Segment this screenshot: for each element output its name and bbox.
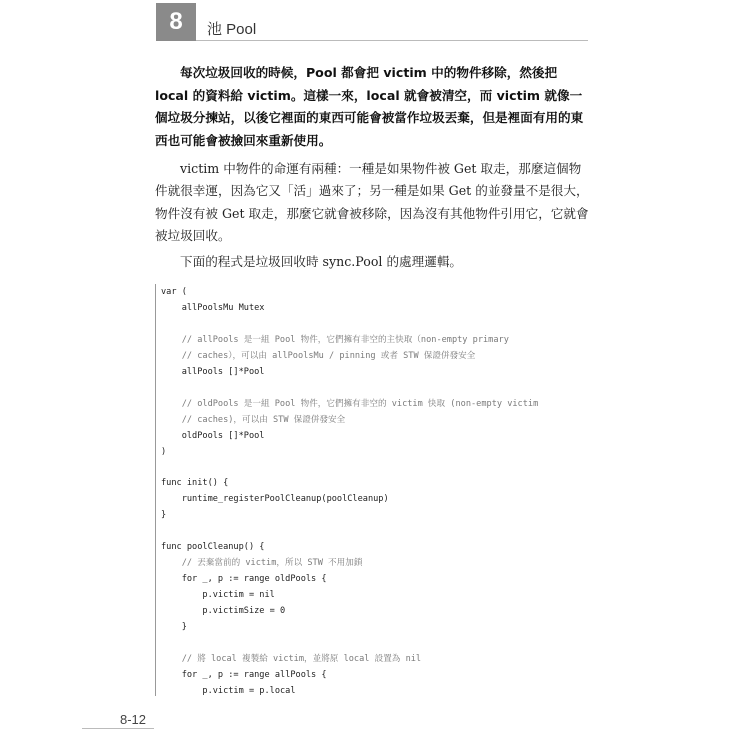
code-comment-line: // oldPools 是一組 Pool 物件，它們擁有非空的 victim 快取 (non-empty victim <box>161 398 539 409</box>
code-line: func init() { <box>161 478 229 489</box>
header-divider <box>196 40 588 41</box>
code-intro-text: 下面的程式是垃圾回收時 sync.Pool 的處理邏輯。 <box>180 254 463 269</box>
bold-intro-paragraph <box>155 62 589 152</box>
code-line: p.victim = nil <box>161 590 275 601</box>
footer-divider <box>82 728 154 729</box>
victim-fate-paragraph <box>155 158 589 247</box>
chapter-title: 池 Pool <box>207 21 257 38</box>
code-line: allPools []*Pool <box>161 366 265 377</box>
page-number: 8-12 <box>120 712 147 727</box>
code-line: } <box>161 510 167 521</box>
code-line: oldPools []*Pool <box>161 430 265 441</box>
chapter-number: 8 <box>169 8 183 35</box>
code-line: for _, p := range allPools { <box>161 669 327 680</box>
code-line: var ( <box>161 287 187 297</box>
code-line: func poolCleanup() { <box>161 542 265 553</box>
code-line: ) <box>161 446 167 457</box>
code-comment-line: // caches)，可以由 STW 保證併發安全 <box>161 414 346 425</box>
code-listing <box>155 284 589 696</box>
code-comment-line: // allPools 是一組 Pool 物件，它們擁有非空的主快取（non-empty primary <box>161 334 509 345</box>
code-comment-line: // caches），可以由 allPoolsMu / pinning 或者 STW 保證併發安全 <box>161 350 476 361</box>
code-line: p.victim = p.local <box>161 685 296 696</box>
code-line: allPoolsMu Mutex <box>161 302 265 313</box>
bold-intro-text: 每次垃圾回收的時候，Pool 都會把 victim 中的物件移除，然後把 local 的資料給 victim。這樣一來，local 就會被清空，而 victim 就像一個垃圾分揀站，以後它裡面的東西可能會被當作垃圾丟棄，但是裡面有用的東西也可能會被撿回來重新使用。 <box>155 65 584 148</box>
victim-fate-text: victim 中物件的命運有兩種：一種是如果物件被 Get 取走，那麼這個物件就很幸運，因為它又「活」過來了；另一種是如果 Get 的並發量不是很大，物件沒有被 Get 取走，那麼它就會被移除，因為沒有其他物件引用它，它就會被垃圾回收。 <box>155 161 589 243</box>
code-comment-line: // 丟棄當前的 victim，所以 STW 不用加鎖 <box>161 558 363 569</box>
code-line: for _, p := range oldPools { <box>161 574 327 585</box>
code-intro-paragraph <box>155 251 589 273</box>
code-comment-line: // 將 local 複製給 victim，並將原 local 設置為 nil <box>161 653 422 664</box>
chapter-number-box <box>156 3 196 41</box>
code-line: } <box>161 621 187 632</box>
code-line: runtime_registerPoolCleanup(poolCleanup) <box>161 494 389 505</box>
code-line: p.victimSize = 0 <box>161 606 286 616</box>
